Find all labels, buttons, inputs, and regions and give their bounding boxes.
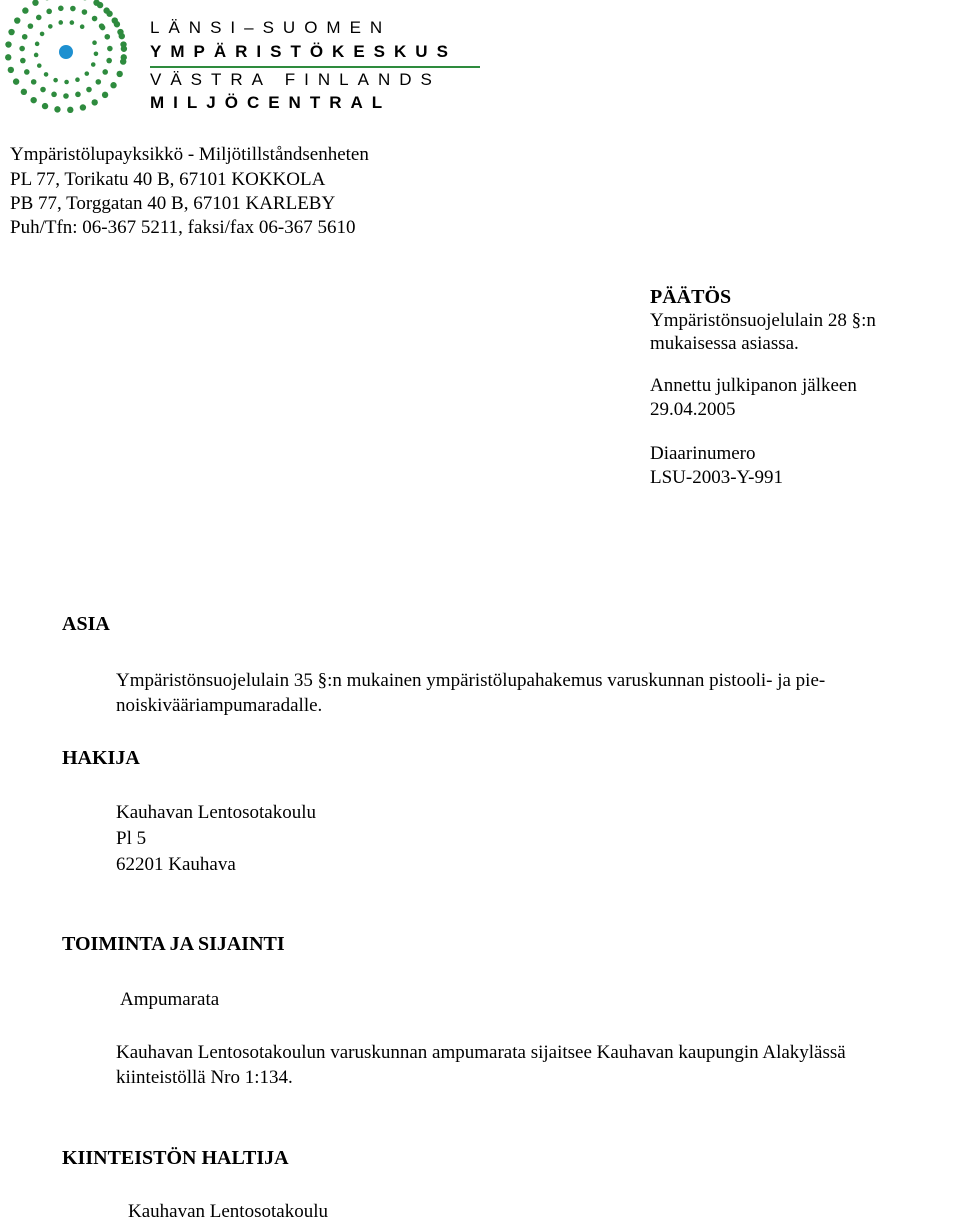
sender-address-sv: PB 77, Torggatan 40 B, 67101 KARLEBY	[10, 192, 335, 216]
logo-dot	[51, 92, 57, 98]
hakija-heading: HAKIJA	[62, 747, 140, 770]
logo-dot	[117, 29, 123, 35]
logo-dot	[103, 7, 109, 13]
hakija-postal: 62201 Kauhava	[116, 852, 236, 877]
logo-dot	[80, 24, 85, 29]
logo-dot	[102, 92, 108, 98]
asia-heading: ASIA	[62, 613, 110, 636]
logo-dot	[32, 0, 38, 6]
organization-logo	[0, 0, 490, 122]
logo-dot	[5, 54, 11, 60]
logo-dot	[94, 51, 99, 56]
logo-dot	[121, 54, 127, 60]
toiminta-heading: TOIMINTA JA SIJAINTI	[62, 933, 285, 956]
logo-dot	[19, 46, 25, 52]
logo-dot	[37, 63, 42, 68]
logo-dot	[100, 25, 106, 31]
decision-given-date: 29.04.2005	[650, 398, 736, 421]
asia-text-line-2: noiskivääriampumaradalle.	[116, 693, 322, 718]
logo-dot	[70, 6, 76, 12]
logo-dot	[80, 104, 86, 110]
decision-given-label: Annettu julkipanon jälkeen	[650, 374, 857, 397]
logo-dot	[5, 41, 11, 47]
logo-dot	[40, 87, 46, 93]
logo-dot	[84, 71, 89, 76]
logo-dot	[67, 107, 73, 113]
logo-dot	[34, 53, 39, 58]
dot-ring-logo-icon	[0, 0, 140, 122]
logo-dot	[75, 77, 80, 82]
decision-title: PÄÄTÖS	[650, 286, 731, 309]
logo-dot	[24, 69, 30, 75]
logo-line-1: LÄNSI–SUOMEN	[150, 18, 391, 38]
logo-dot	[46, 9, 52, 15]
logo-dot	[53, 78, 58, 83]
logo-dot	[30, 97, 36, 103]
logo-dot	[58, 6, 64, 12]
logo-dot	[54, 106, 60, 112]
logo-dot	[107, 46, 113, 52]
logo-dot	[116, 71, 122, 77]
logo-dot	[20, 58, 26, 64]
asia-text-line-1: Ympäristönsuojelulain 35 §:n mukainen ympäristölupahakemus varuskunnan pistooli- ja pie-	[116, 668, 825, 693]
sender-phone: Puh/Tfn: 06-367 5211, faksi/fax 06-367 5610	[10, 216, 355, 240]
sender-address-fi: PL 77, Torikatu 40 B, 67101 KOKKOLA	[10, 168, 325, 192]
logo-dot	[91, 62, 96, 67]
logo-dot	[59, 45, 73, 59]
logo-dot	[110, 82, 116, 88]
logo-dot	[31, 79, 37, 85]
logo-line-4: MILJÖCENTRAL	[150, 93, 391, 113]
hakija-name: Kauhavan Lentosotakoulu	[116, 800, 316, 825]
haltija-heading: KIINTEISTÖN HALTIJA	[62, 1147, 289, 1170]
logo-dot	[70, 20, 75, 25]
logo-dot	[8, 29, 14, 35]
logo-line-3: VÄSTRA FINLANDS	[150, 70, 441, 90]
haltija-name: Kauhavan Lentosotakoulu	[128, 1199, 328, 1224]
logo-dot	[21, 89, 27, 95]
logo-dot	[104, 34, 110, 40]
logo-dot	[48, 24, 53, 29]
decision-law-line-1: Ympäristönsuojelulain 28 §:n	[650, 309, 876, 332]
logo-dot	[92, 16, 98, 22]
sender-unit: Ympäristölupayksikkö - Miljötillståndsenheten	[10, 143, 369, 167]
logo-divider	[150, 66, 480, 68]
decision-law-line-2: mukaisessa asiassa.	[650, 332, 799, 355]
logo-dot	[35, 42, 40, 47]
logo-dot	[44, 72, 49, 77]
logo-dot	[22, 7, 28, 13]
logo-dot	[8, 67, 14, 73]
logo-dot	[36, 15, 42, 21]
logo-dot	[82, 9, 88, 15]
diary-number: LSU-2003-Y-991	[650, 466, 783, 489]
logo-dot	[86, 87, 92, 93]
logo-dot	[42, 103, 48, 109]
logo-dot	[22, 34, 28, 40]
logo-dot	[112, 17, 118, 23]
hakija-po-box: Pl 5	[116, 826, 146, 851]
logo-dot	[96, 79, 102, 85]
logo-dot	[13, 78, 19, 84]
logo-line-2: YMPÄRISTÖKESKUS	[150, 42, 457, 62]
toiminta-text-line-1: Kauhavan Lentosotakoulun varuskunnan ampumarata sijaitsee Kauhavan kaupungin Alakylässä	[116, 1040, 846, 1065]
toiminta-text-line-2: kiinteistöllä Nro 1:134.	[116, 1065, 293, 1090]
logo-dot	[58, 20, 63, 25]
logo-dot	[75, 92, 81, 98]
logo-dot	[102, 69, 108, 75]
diary-label: Diaarinumero	[650, 442, 756, 465]
logo-dot	[91, 99, 97, 105]
logo-dot	[40, 32, 45, 37]
logo-dot	[120, 41, 126, 47]
logo-dot	[14, 17, 20, 23]
logo-dot	[64, 80, 69, 85]
logo-dot	[92, 40, 97, 45]
logo-dot	[63, 93, 69, 99]
toiminta-subheading: Ampumarata	[120, 987, 219, 1012]
logo-dot	[28, 23, 34, 29]
logo-dot	[106, 58, 112, 64]
